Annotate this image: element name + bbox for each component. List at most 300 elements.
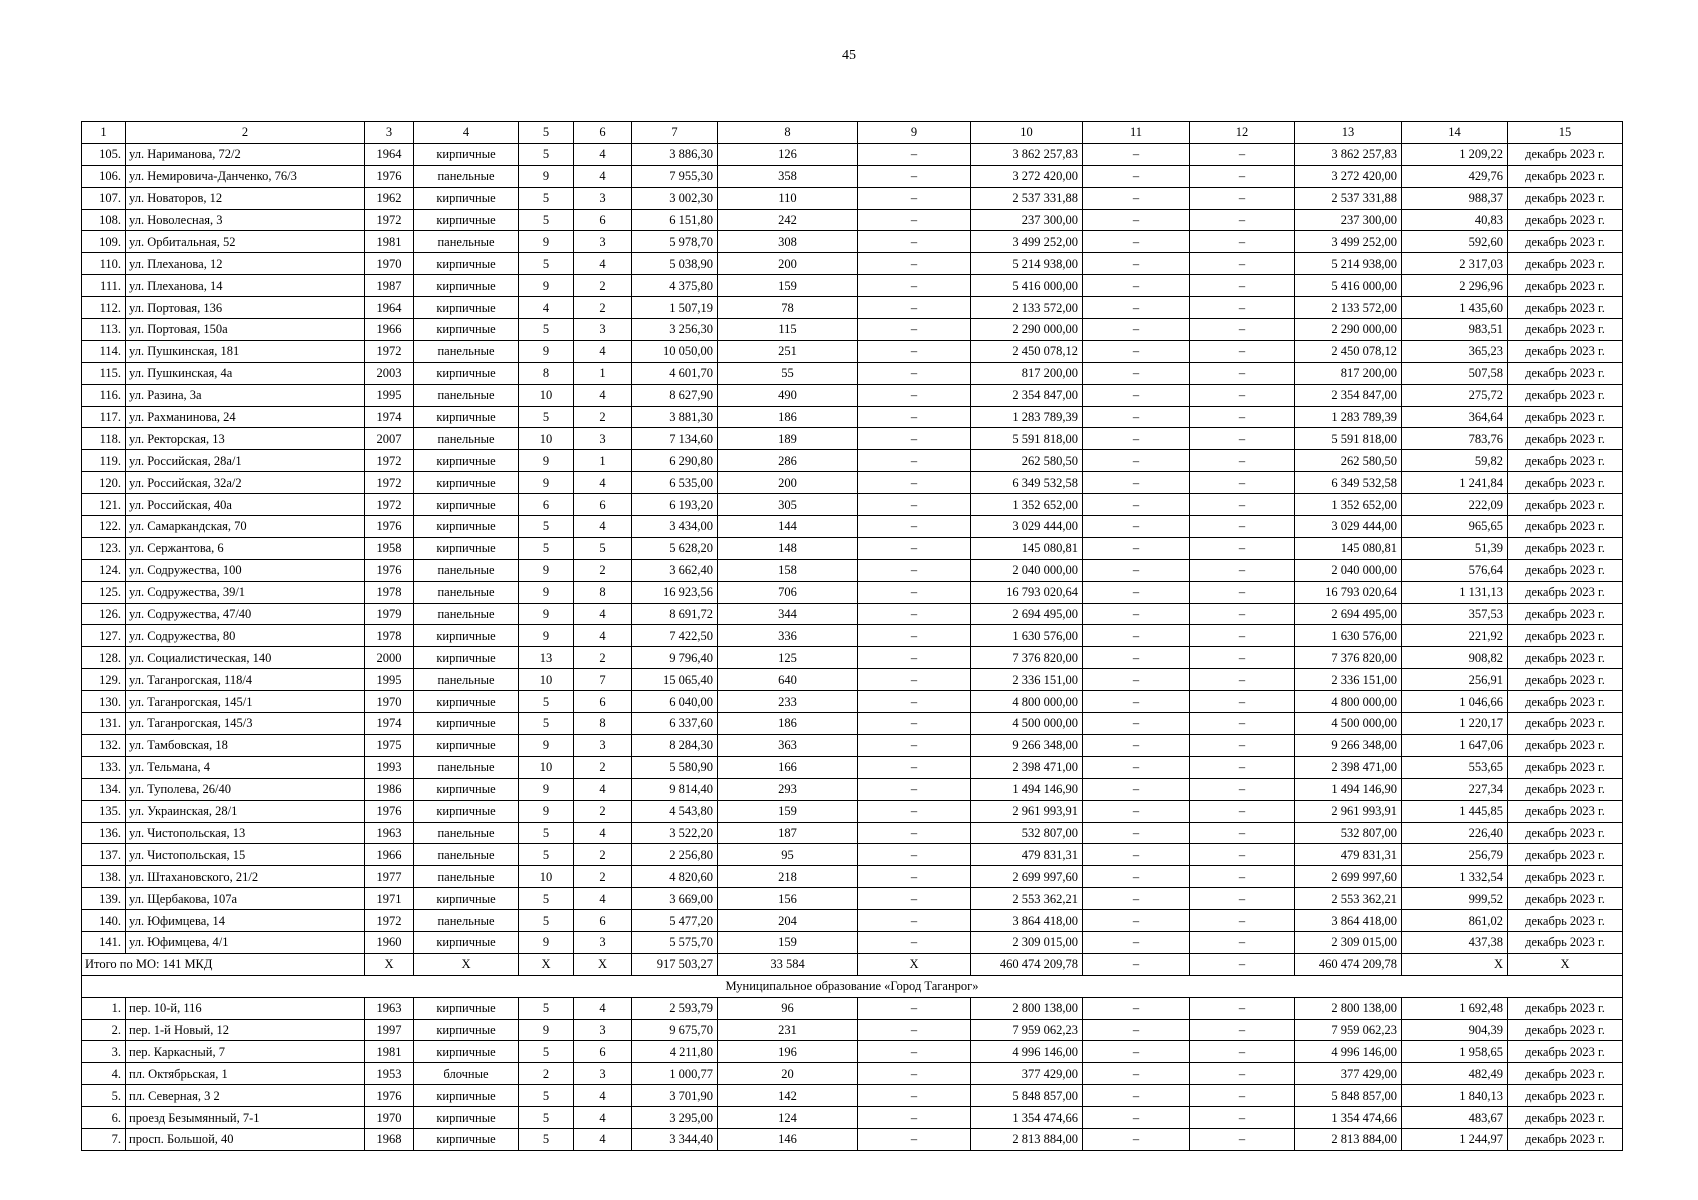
row-number-cell: 7. [82,1128,126,1150]
row-number-cell: 113. [82,319,126,341]
row-number-cell: 109. [82,231,126,253]
col-12-cell: – [1190,713,1295,735]
year-cell: 1972 [365,450,414,472]
row-number-cell: 135. [82,800,126,822]
cost-cell: 1 352 652,00 [971,494,1083,516]
cost-per-m2-cell: 59,82 [1402,450,1508,472]
row-number-cell: 4. [82,1063,126,1085]
floors-cell: 10 [519,669,574,691]
entrances-cell: 4 [574,1085,632,1107]
residents-cell: 159 [718,800,858,822]
cost-cell: 2 133 572,00 [971,297,1083,319]
wall-material-total-cell: X [414,953,519,975]
wall-material-cell: кирпичные [414,800,519,822]
col-12-total-cell: – [1190,953,1295,975]
col-12-cell: – [1190,559,1295,581]
residents-cell: 305 [718,494,858,516]
cost-total-cell: 2 398 471,00 [1295,756,1402,778]
cost-per-m2-cell: 592,60 [1402,231,1508,253]
floors-cell: 5 [519,1107,574,1129]
col-11-cell: – [1083,1128,1190,1150]
cost-total-cell: 7 376 820,00 [1295,647,1402,669]
residents-cell: 110 [718,187,858,209]
cost-per-m2-cell: 1 046,66 [1402,691,1508,713]
column-number-header: 15 [1508,122,1623,144]
entrances-cell: 3 [574,231,632,253]
deadline-cell: декабрь 2023 г. [1508,450,1623,472]
cost-cell: 532 807,00 [971,822,1083,844]
cost-cell: 1 354 474,66 [971,1107,1083,1129]
cost-per-m2-cell: 1 435,60 [1402,297,1508,319]
cost-per-m2-cell: 1 958,65 [1402,1041,1508,1063]
year-cell: 1964 [365,143,414,165]
col-12-cell: – [1190,910,1295,932]
col-12-cell: – [1190,669,1295,691]
residents-total-cell: 33 584 [718,953,858,975]
wall-material-cell: панельные [414,428,519,450]
year-cell: 1995 [365,384,414,406]
entrances-cell: 7 [574,669,632,691]
deadline-cell: декабрь 2023 г. [1508,800,1623,822]
entrances-cell: 3 [574,187,632,209]
column-number-header: 13 [1295,122,1402,144]
floors-cell: 2 [519,1063,574,1085]
address-cell: ул. Портовая, 150а [126,319,365,341]
table-row [82,297,1623,319]
residents-cell: 204 [718,910,858,932]
address-cell: ул. Украинская, 28/1 [126,800,365,822]
cost-total-cell: 2 354 847,00 [1295,384,1402,406]
col-12-cell: – [1190,1085,1295,1107]
residents-cell: 126 [718,143,858,165]
column-number-header: 10 [971,122,1083,144]
column-number-header: 3 [365,122,414,144]
cost-total-cell: 2 537 331,88 [1295,187,1402,209]
year-cell: 1966 [365,844,414,866]
column-number-header: 2 [126,122,365,144]
table-row [82,581,1623,603]
residents-cell: 196 [718,1041,858,1063]
residents-cell: 115 [718,319,858,341]
cost-total-cell: 2 800 138,00 [1295,997,1402,1019]
col-11-cell: – [1083,1085,1190,1107]
table-body [82,122,1623,1151]
cost-cell: 1 630 576,00 [971,625,1083,647]
entrances-cell: 2 [574,406,632,428]
area-cell: 3 701,90 [632,1085,718,1107]
wall-material-cell: кирпичные [414,1107,519,1129]
wall-material-cell: кирпичные [414,472,519,494]
area-cell: 4 375,80 [632,275,718,297]
col-9-cell: – [858,669,971,691]
row-number-cell: 111. [82,275,126,297]
column-number-header: 8 [718,122,858,144]
year-cell: 1966 [365,319,414,341]
col-9-cell: – [858,384,971,406]
cost-total-cell: 1 283 789,39 [1295,406,1402,428]
wall-material-cell: кирпичные [414,494,519,516]
table-row [82,384,1623,406]
residents-cell: 293 [718,778,858,800]
area-cell: 5 628,20 [632,537,718,559]
floors-cell: 10 [519,866,574,888]
col-12-cell: – [1190,143,1295,165]
address-cell: ул. Разина, 3а [126,384,365,406]
col-12-cell: – [1190,165,1295,187]
deadline-cell: декабрь 2023 г. [1508,1041,1623,1063]
cost-cell: 145 080,81 [971,537,1083,559]
deadline-cell: декабрь 2023 г. [1508,997,1623,1019]
floors-cell: 9 [519,800,574,822]
floors-cell: 5 [519,319,574,341]
cost-total-cell: 2 813 884,00 [1295,1128,1402,1150]
area-cell: 5 580,90 [632,756,718,778]
column-number-header: 12 [1190,122,1295,144]
floors-cell: 5 [519,209,574,231]
col-12-cell: – [1190,1019,1295,1041]
residents-cell: 233 [718,691,858,713]
cost-total-cell: 3 862 257,83 [1295,143,1402,165]
entrances-cell: 5 [574,537,632,559]
address-cell: ул. Российская, 40а [126,494,365,516]
year-cell: 1972 [365,472,414,494]
residents-cell: 358 [718,165,858,187]
col-9-cell: – [858,472,971,494]
floors-cell: 9 [519,340,574,362]
table-row [82,800,1623,822]
cost-total-cell: 145 080,81 [1295,537,1402,559]
deadline-cell: декабрь 2023 г. [1508,1128,1623,1150]
area-cell: 3 662,40 [632,559,718,581]
area-cell: 6 151,80 [632,209,718,231]
deadline-cell: декабрь 2023 г. [1508,1063,1623,1085]
col-11-cell: – [1083,406,1190,428]
row-number-cell: 126. [82,603,126,625]
col-11-cell: – [1083,997,1190,1019]
residents-cell: 142 [718,1085,858,1107]
deadline-cell: декабрь 2023 г. [1508,734,1623,756]
col-12-cell: – [1190,275,1295,297]
col-12-cell: – [1190,428,1295,450]
column-number-header: 7 [632,122,718,144]
wall-material-cell: кирпичные [414,537,519,559]
floors-cell: 5 [519,844,574,866]
col-12-cell: – [1190,253,1295,275]
year-cell: 1953 [365,1063,414,1085]
wall-material-cell: кирпичные [414,931,519,953]
col-12-cell: – [1190,778,1295,800]
cost-per-m2-cell: 904,39 [1402,1019,1508,1041]
table-row [82,1107,1623,1129]
total-row [82,953,1623,975]
cost-cell: 2 537 331,88 [971,187,1083,209]
col-12-cell: – [1190,888,1295,910]
year-cell: 1981 [365,231,414,253]
address-cell: ул. Тамбовская, 18 [126,734,365,756]
row-number-cell: 125. [82,581,126,603]
entrances-cell: 2 [574,559,632,581]
cost-per-m2-cell: 437,38 [1402,931,1508,953]
deadline-cell: декабрь 2023 г. [1508,187,1623,209]
cost-cell: 2 813 884,00 [971,1128,1083,1150]
col-9-cell: – [858,822,971,844]
row-number-cell: 127. [82,625,126,647]
row-number-cell: 133. [82,756,126,778]
col-9-cell: – [858,428,971,450]
col-12-cell: – [1190,603,1295,625]
col-11-cell: – [1083,844,1190,866]
col-9-cell: – [858,143,971,165]
col-12-cell: – [1190,625,1295,647]
cost-cell: 3 499 252,00 [971,231,1083,253]
col-9-cell: – [858,1063,971,1085]
address-cell: ул. Содружества, 47/40 [126,603,365,625]
address-cell: ул. Штахановского, 21/2 [126,866,365,888]
cost-total-cell: 3 864 418,00 [1295,910,1402,932]
cost-cell: 2 800 138,00 [971,997,1083,1019]
table-row [82,603,1623,625]
residents-cell: 706 [718,581,858,603]
cost-cell: 2 336 151,00 [971,669,1083,691]
entrances-cell: 2 [574,647,632,669]
entrances-cell: 4 [574,888,632,910]
year-cell: 1972 [365,209,414,231]
year-cell: 1972 [365,910,414,932]
year-cell: 2000 [365,647,414,669]
residents-cell: 189 [718,428,858,450]
deadline-cell: декабрь 2023 г. [1508,756,1623,778]
cost-per-m2-cell: 1 209,22 [1402,143,1508,165]
col-11-cell: – [1083,1107,1190,1129]
col-12-cell: – [1190,1063,1295,1085]
deadline-cell: декабрь 2023 г. [1508,1085,1623,1107]
cost-total-cell: 1 352 652,00 [1295,494,1402,516]
col-9-cell: – [858,275,971,297]
deadline-cell: декабрь 2023 г. [1508,537,1623,559]
col-12-cell: – [1190,362,1295,384]
year-cell: 1976 [365,516,414,538]
table-row [82,1041,1623,1063]
year-cell: 2007 [365,428,414,450]
cost-total-cell: 5 591 818,00 [1295,428,1402,450]
col-12-cell: – [1190,756,1295,778]
cost-cell: 3 029 444,00 [971,516,1083,538]
address-cell: ул. Российская, 32а/2 [126,472,365,494]
deadline-cell: декабрь 2023 г. [1508,778,1623,800]
address-cell: ул. Туполева, 26/40 [126,778,365,800]
col-12-cell: – [1190,450,1295,472]
year-cell: 1976 [365,1085,414,1107]
row-number-cell: 136. [82,822,126,844]
cost-cell: 6 349 532,58 [971,472,1083,494]
entrances-cell: 3 [574,734,632,756]
col-12-cell: – [1190,1041,1295,1063]
floors-cell: 5 [519,1085,574,1107]
wall-material-cell: кирпичные [414,209,519,231]
address-cell: проезд Безымянный, 7-1 [126,1107,365,1129]
residents-cell: 144 [718,516,858,538]
deadline-cell: декабрь 2023 г. [1508,209,1623,231]
col-9-cell: – [858,756,971,778]
floors-cell: 9 [519,734,574,756]
col-11-cell: – [1083,1019,1190,1041]
cost-per-m2-cell: 983,51 [1402,319,1508,341]
cost-per-m2-cell: 40,83 [1402,209,1508,231]
deadline-total-cell: X [1508,953,1623,975]
table-row [82,428,1623,450]
wall-material-cell: панельные [414,822,519,844]
cost-cell: 2 961 993,91 [971,800,1083,822]
column-number-header: 5 [519,122,574,144]
entrances-cell: 4 [574,778,632,800]
address-cell: ул. Таганрогская, 145/1 [126,691,365,713]
entrances-cell: 3 [574,1019,632,1041]
cost-per-m2-cell: 1 244,97 [1402,1128,1508,1150]
row-number-cell: 1. [82,997,126,1019]
col-11-cell: – [1083,559,1190,581]
col-11-cell: – [1083,1063,1190,1085]
col-12-cell: – [1190,1107,1295,1129]
col-9-cell: – [858,297,971,319]
cost-per-m2-cell: 1 840,13 [1402,1085,1508,1107]
year-cell: 1978 [365,625,414,647]
residents-cell: 218 [718,866,858,888]
entrances-cell: 3 [574,319,632,341]
cost-per-m2-cell: 256,79 [1402,844,1508,866]
table-row [82,472,1623,494]
col-9-cell: – [858,866,971,888]
cost-total-cell: 4 500 000,00 [1295,713,1402,735]
area-cell: 16 923,56 [632,581,718,603]
col-12-cell: – [1190,997,1295,1019]
cost-per-m2-cell: 275,72 [1402,384,1508,406]
row-number-cell: 115. [82,362,126,384]
address-cell: пл. Октябрьская, 1 [126,1063,365,1085]
cost-total-cell: 237 300,00 [1295,209,1402,231]
cost-cell: 237 300,00 [971,209,1083,231]
cost-per-m2-cell: 1 241,84 [1402,472,1508,494]
col-11-cell: – [1083,253,1190,275]
row-number-cell: 6. [82,1107,126,1129]
col-9-cell: – [858,340,971,362]
floors-cell: 5 [519,713,574,735]
col-9-cell: – [858,931,971,953]
residents-cell: 286 [718,450,858,472]
row-number-cell: 119. [82,450,126,472]
cost-cell: 4 800 000,00 [971,691,1083,713]
table-row [82,362,1623,384]
row-number-cell: 117. [82,406,126,428]
row-number-cell: 3. [82,1041,126,1063]
deadline-cell: декабрь 2023 г. [1508,428,1623,450]
cost-total-cell: 2 699 997,60 [1295,866,1402,888]
cost-cell: 3 864 418,00 [971,910,1083,932]
col-9-cell: – [858,362,971,384]
floors-cell: 9 [519,165,574,187]
cost-per-m2-cell: 2 317,03 [1402,253,1508,275]
col-11-cell: – [1083,778,1190,800]
residents-cell: 95 [718,844,858,866]
wall-material-cell: кирпичные [414,778,519,800]
residents-cell: 231 [718,1019,858,1041]
year-cell: 1995 [365,669,414,691]
residents-cell: 146 [718,1128,858,1150]
wall-material-cell: кирпичные [414,625,519,647]
col-11-cell: – [1083,494,1190,516]
cost-cell: 817 200,00 [971,362,1083,384]
residents-cell: 159 [718,275,858,297]
year-cell: 1962 [365,187,414,209]
table-row [82,143,1623,165]
wall-material-cell: панельные [414,340,519,362]
col-11-cell: – [1083,428,1190,450]
cost-cell: 479 831,31 [971,844,1083,866]
deadline-cell: декабрь 2023 г. [1508,406,1623,428]
area-cell: 8 284,30 [632,734,718,756]
cost-total-cell: 16 793 020,64 [1295,581,1402,603]
residents-cell: 187 [718,822,858,844]
cost-total-cell: 3 029 444,00 [1295,516,1402,538]
area-cell: 3 522,20 [632,822,718,844]
year-cell: 1974 [365,406,414,428]
year-cell: 1979 [365,603,414,625]
table-row [82,275,1623,297]
wall-material-cell: панельные [414,866,519,888]
address-cell: пер. 1-й Новый, 12 [126,1019,365,1041]
row-number-cell: 123. [82,537,126,559]
row-number-cell: 5. [82,1085,126,1107]
col-9-cell: – [858,581,971,603]
floors-cell: 9 [519,472,574,494]
floors-cell: 5 [519,516,574,538]
floors-cell: 9 [519,231,574,253]
col-12-cell: – [1190,494,1295,516]
wall-material-cell: кирпичные [414,997,519,1019]
column-number-header: 6 [574,122,632,144]
cost-cell: 2 553 362,21 [971,888,1083,910]
col-11-cell: – [1083,187,1190,209]
entrances-cell: 4 [574,822,632,844]
col-9-cell: – [858,734,971,756]
residents-cell: 20 [718,1063,858,1085]
floors-cell: 10 [519,384,574,406]
address-cell: ул. Плеханова, 14 [126,275,365,297]
row-number-cell: 122. [82,516,126,538]
col-9-cell: – [858,910,971,932]
cost-total-cell: 817 200,00 [1295,362,1402,384]
col-9-cell: – [858,209,971,231]
area-cell: 6 193,20 [632,494,718,516]
table-row [82,1019,1623,1041]
area-cell: 6 337,60 [632,713,718,735]
deadline-cell: декабрь 2023 г. [1508,910,1623,932]
col-12-cell: – [1190,516,1295,538]
table-row [82,187,1623,209]
col-9-cell: – [858,516,971,538]
col-9-total-cell: X [858,953,971,975]
table-row [82,494,1623,516]
cost-per-m2-cell: 51,39 [1402,537,1508,559]
floors-cell: 9 [519,559,574,581]
cost-cell: 4 500 000,00 [971,713,1083,735]
residents-cell: 156 [718,888,858,910]
wall-material-cell: кирпичные [414,297,519,319]
year-cell: 1972 [365,494,414,516]
row-number-cell: 131. [82,713,126,735]
col-11-cell: – [1083,450,1190,472]
cost-cell: 2 290 000,00 [971,319,1083,341]
area-cell: 5 038,90 [632,253,718,275]
